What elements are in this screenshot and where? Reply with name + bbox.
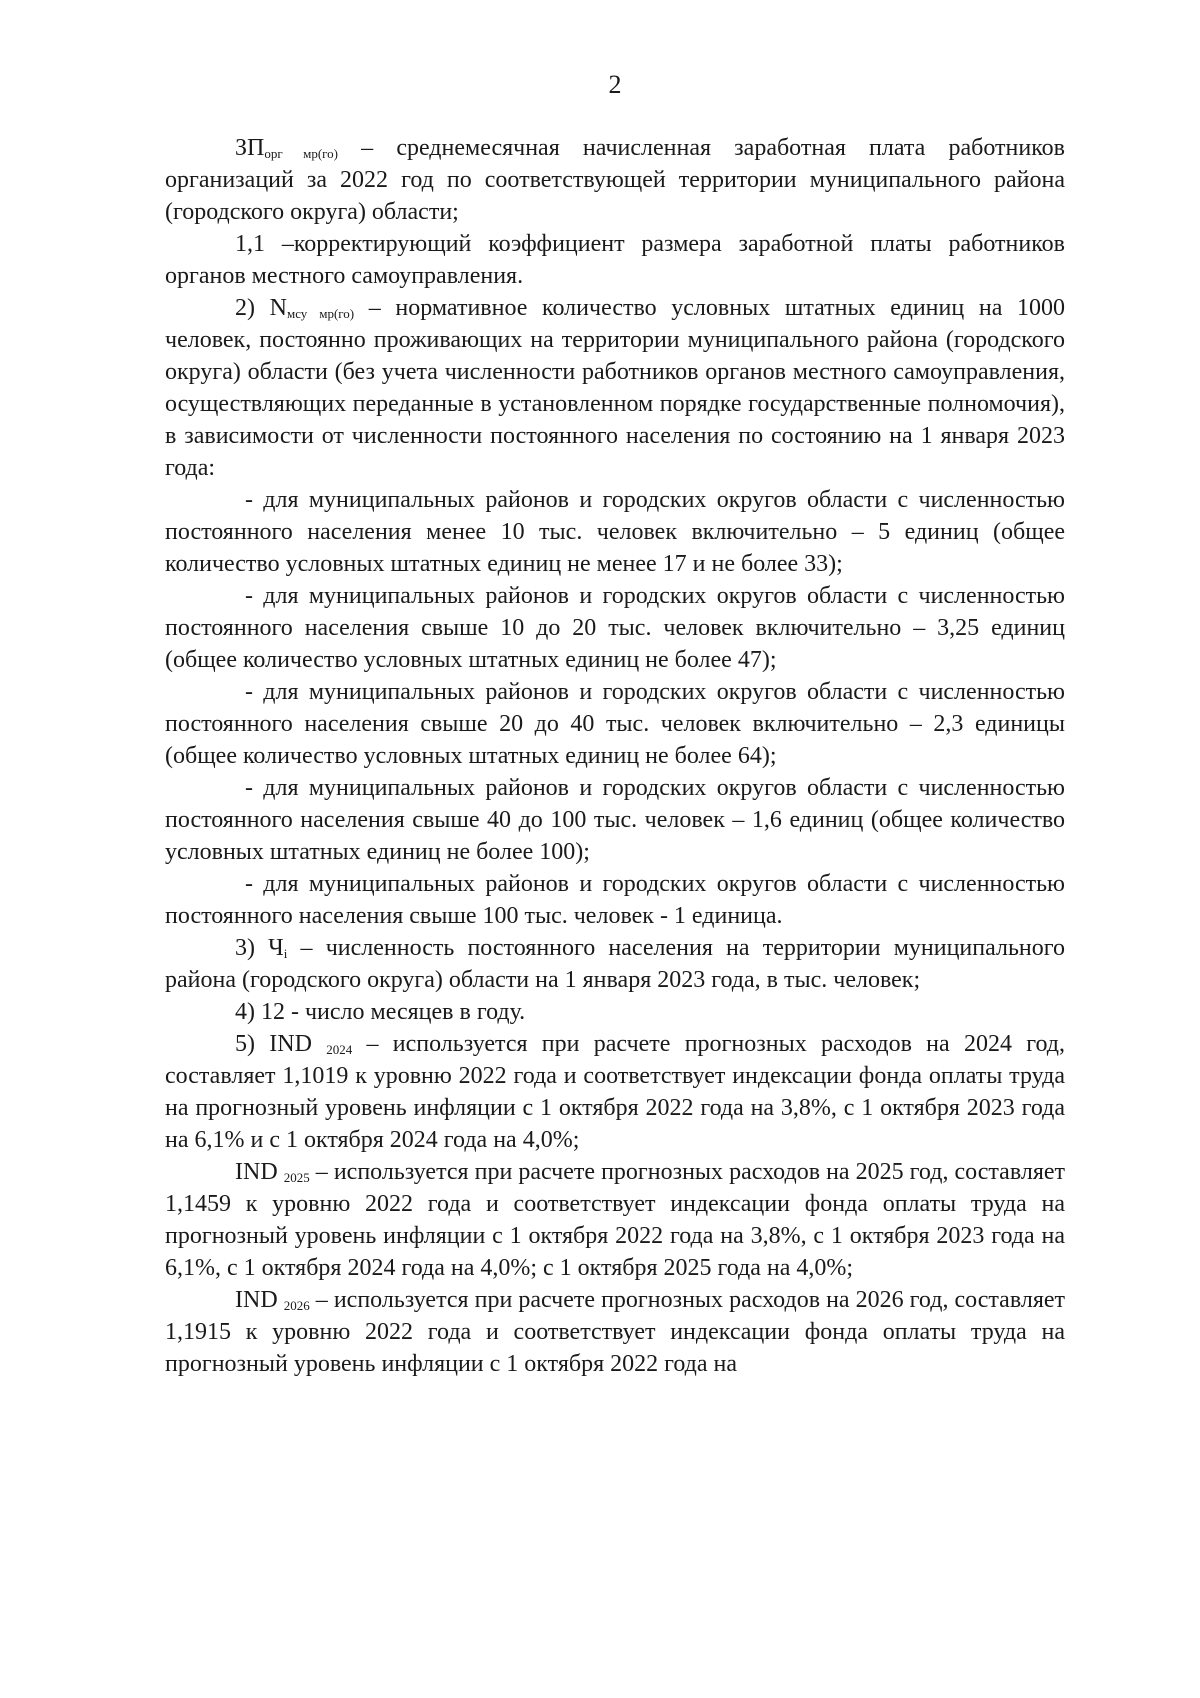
paragraph-salary-definition [165,132,1065,228]
paragraph-text: – численность постоянного населения на территории муниципального района (городского округа) области на 1 января 2023 года, в тыс. человек; [165,935,1065,993]
paragraph-ind-2026 [165,1284,1065,1380]
paragraph-text: – используется при расчете прогнозных расходов на 2025 год, составляет 1,1459 к уровню 2022 года и соответствует индексации фонда оплаты труда на прогнозный уровень инфляции с 1 октября 2022 года на 3,8%, с 1 октября 2023 года на 6,1%, с 1 октября 2024 года на 4,0%; с 1 октября 2025 года на 4,0%; [165,1159,1066,1281]
term-ind: IND [235,1287,284,1313]
term-ind: 5) IND [235,1031,327,1057]
paragraph-text: – используется при расчете прогнозных расходов на 2026 год, составляет 1,1915 к уровню 2022 года и соответствует индексации фонда оплаты труда на прогнозный уровень инфляции с 1 октября 2022 года на [165,1287,1066,1377]
paragraph-text: – нормативное количество условных штатных единиц на 1000 человек, постоянно проживающих на территории муниципального района (городского округа) области (без учета численности работников органов местного самоуправления, осуществляющих переданные в установленном порядке государственные полномочия), в зависимости от численности постоянного населения по состоянию на 1 января 2023 года: [165,295,1065,481]
document-page [165,70,1065,1380]
term-n-subscript: мсу мр(го) [286,306,355,321]
list-item-over-100k: - для муниципальных районов и городских округов области с численностью постоянного населения свыше 100 тыс. человек - 1 единица. [165,871,1065,929]
paragraph-text: – используется при расчете прогнозных расходов на 2024 год, составляет 1,1019 к уровню 2022 года и соответствует индексации фонда оплаты труда на прогнозный уровень инфляции с 1 октября 2022 года на 3,8%, с 1 октября 2023 года на 6,1% и с 1 октября 2024 года на 4,0%; [165,1031,1065,1153]
paragraph-population [165,932,1065,996]
list-item-10k-20k: - для муниципальных районов и городских округов области с численностью постоянного населения свыше 10 до 20 тыс. человек включительно – 3,25 единиц (общее количество условных штатных единиц не более 47); [165,583,1065,673]
term-ind: IND [235,1159,284,1185]
term-ind-subscript: 2024 [326,1042,353,1057]
term-ind-subscript: 2025 [283,1170,310,1185]
list-item-20k-40k: - для муниципальных районов и городских округов области с численностью постоянного населения свыше 20 до 40 тыс. человек включительно – 2,3 единицы (общее количество условных штатных единиц не более 64); [165,679,1065,769]
term-ch-subscript: i [283,946,288,961]
list-item-40k-100k: - для муниципальных районов и городских округов области с численностью постоянного населения свыше 40 до 100 тыс. человек – 1,6 единиц (общее количество условных штатных единиц не более 100); [165,775,1065,865]
page-number: 2 [608,70,622,99]
paragraph-ind-2025 [165,1156,1065,1284]
paragraph-ind-2024 [165,1028,1065,1156]
term-zp-subscript: орг мр(го) [264,146,338,161]
list-item-under-10k: - для муниципальных районов и городских округов области с численностью постоянного населения менее 10 тыс. человек включительно – 5 единиц (общее количество условных штатных единиц не менее 17 и не более 33); [165,487,1065,577]
term-ind-subscript: 2026 [283,1298,310,1313]
paragraph-months: 4) 12 - число месяцев в году. [235,999,526,1025]
term-zp: ЗП [235,135,265,161]
paragraph-coefficient: 1,1 –корректирующий коэффициент размера заработной платы работников органов местного самоуправления. [165,231,1065,289]
paragraph-text: – среднемесячная начисленная заработная плата работников организаций за 2022 год по соответствующей территории муниципального района (городского округа) области; [165,135,1065,225]
term-ch: 3) Ч [235,935,284,961]
paragraph-normative-count [165,292,1065,484]
term-n: 2) N [235,295,287,321]
